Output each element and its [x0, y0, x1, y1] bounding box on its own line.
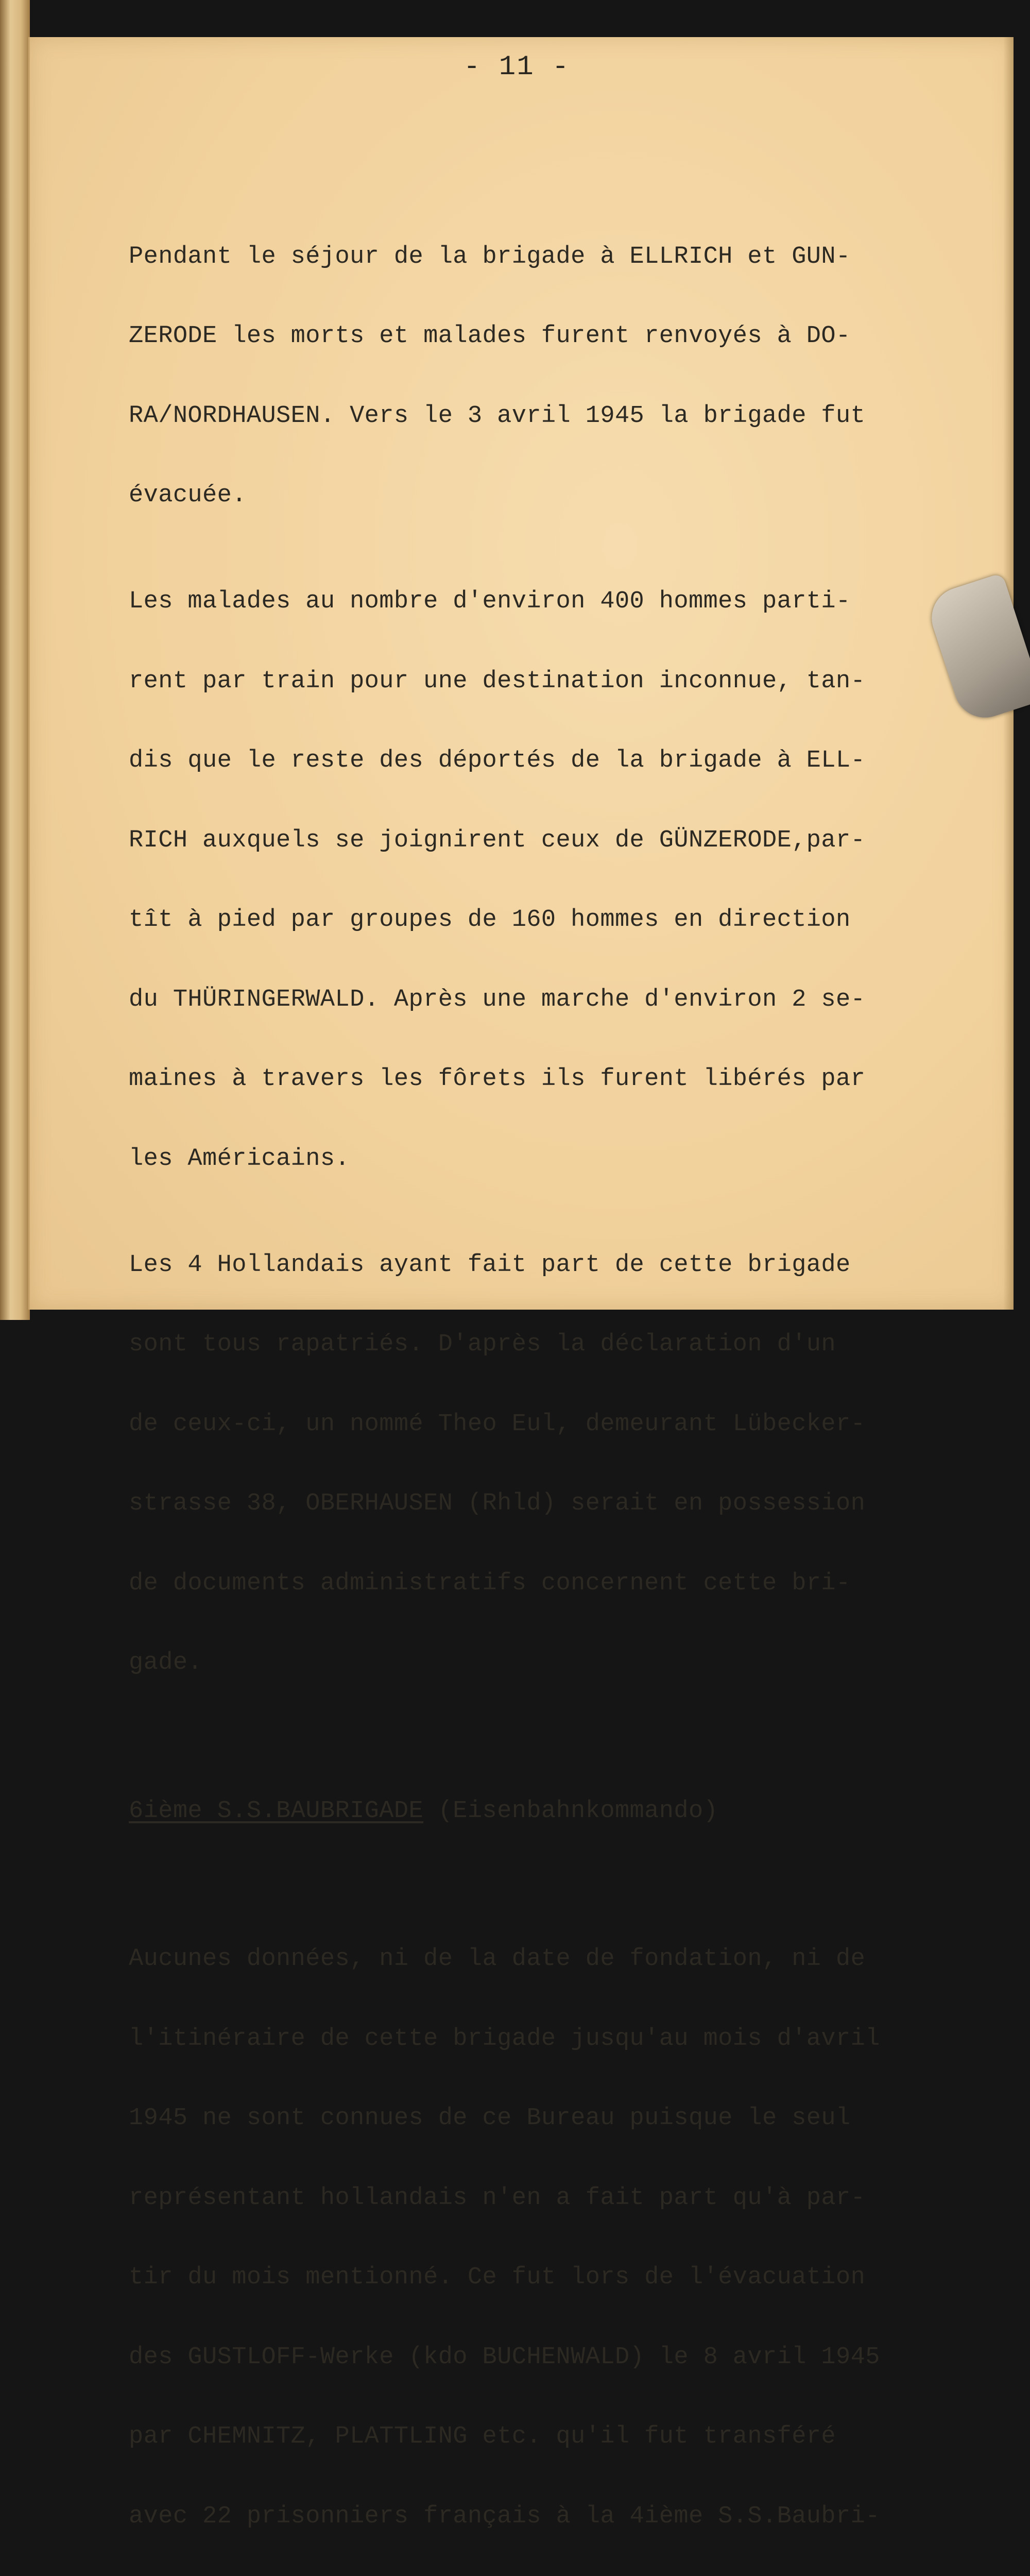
section-heading-underlined: 6ième S.S.BAUBRIGADE: [129, 1797, 424, 1825]
text-line: gade.: [129, 1649, 203, 1676]
text-line: de documents administratifs concernent cette bri-: [129, 1569, 851, 1597]
text-line: évacuée.: [129, 482, 247, 509]
page-number: - 11 -: [464, 52, 570, 83]
text-line: tir du mois mentionné. Ce fut lors de l'évacuation: [129, 2264, 866, 2291]
text-line: rent par train pour une destination inconnue, tan-: [129, 667, 866, 695]
text-line: ZERODE les morts et malades furent renvoyés à DO-: [129, 323, 851, 350]
text-line: de ceux-ci, un nommé Theo Eul, demeurant Lübecker-: [129, 1410, 866, 1438]
book-spine: [0, 0, 30, 1320]
text-line: RICH auxquels se joignirent ceux de GÜNZERODE,par-: [129, 826, 866, 854]
text-line: sont tous rapatriés. D'après la déclaration d'un: [129, 1331, 836, 1358]
text-line: RA/NORDHAUSEN. Vers le 3 avril 1945 la brigade fut: [129, 402, 866, 430]
text-line: du THÜRINGERWALD. Après une marche d'environ 2 se-: [129, 986, 866, 1013]
text-line: dis que le reste des déportés de la brigade à ELL-: [129, 747, 866, 774]
text-line: avec 22 prisonniers français à la 4ième S.S.Baubri-: [129, 2502, 880, 2530]
text-line: représentant hollandais n'en a fait part qu'à par-: [129, 2184, 866, 2212]
text-line: maines à travers les fôrets ils furent libérés par: [129, 1065, 866, 1093]
text-line: tît à pied par groupes de 160 hommes en direction: [129, 906, 851, 934]
section-heading-subtitle: (Eisenbahnkommando): [423, 1797, 718, 1825]
text-line: Les 4 Hollandais ayant fait part de cette brigade: [129, 1251, 851, 1279]
text-line: Pendant le séjour de la brigade à ELLRICH et GUN-: [129, 243, 851, 270]
text-line: Aucunes données, ni de la date de fondation, ni de: [129, 1945, 866, 1973]
text-line: les Américains.: [129, 1145, 350, 1173]
section-heading: [129, 1798, 953, 1825]
text-line: des GUSTLOFF-Werke (kdo BUCHENWALD) le 8 avril 1945: [129, 2343, 880, 2371]
text-line: Les malades au nombre d'environ 400 hommes parti-: [129, 588, 851, 615]
text-line: par CHEMNITZ, PLATTLING etc. qu'il fut transféré: [129, 2423, 836, 2450]
text-line: strasse 38, OBERHAUSEN (Rhld) serait en possession: [129, 1490, 866, 1517]
text-line: l'itinéraire de cette brigade jusqu'au mois d'avril: [129, 2025, 880, 2053]
text-line: 1945 ne sont connues de ce Bureau puisque le seul: [129, 2105, 851, 2132]
document-body: [129, 164, 953, 2576]
